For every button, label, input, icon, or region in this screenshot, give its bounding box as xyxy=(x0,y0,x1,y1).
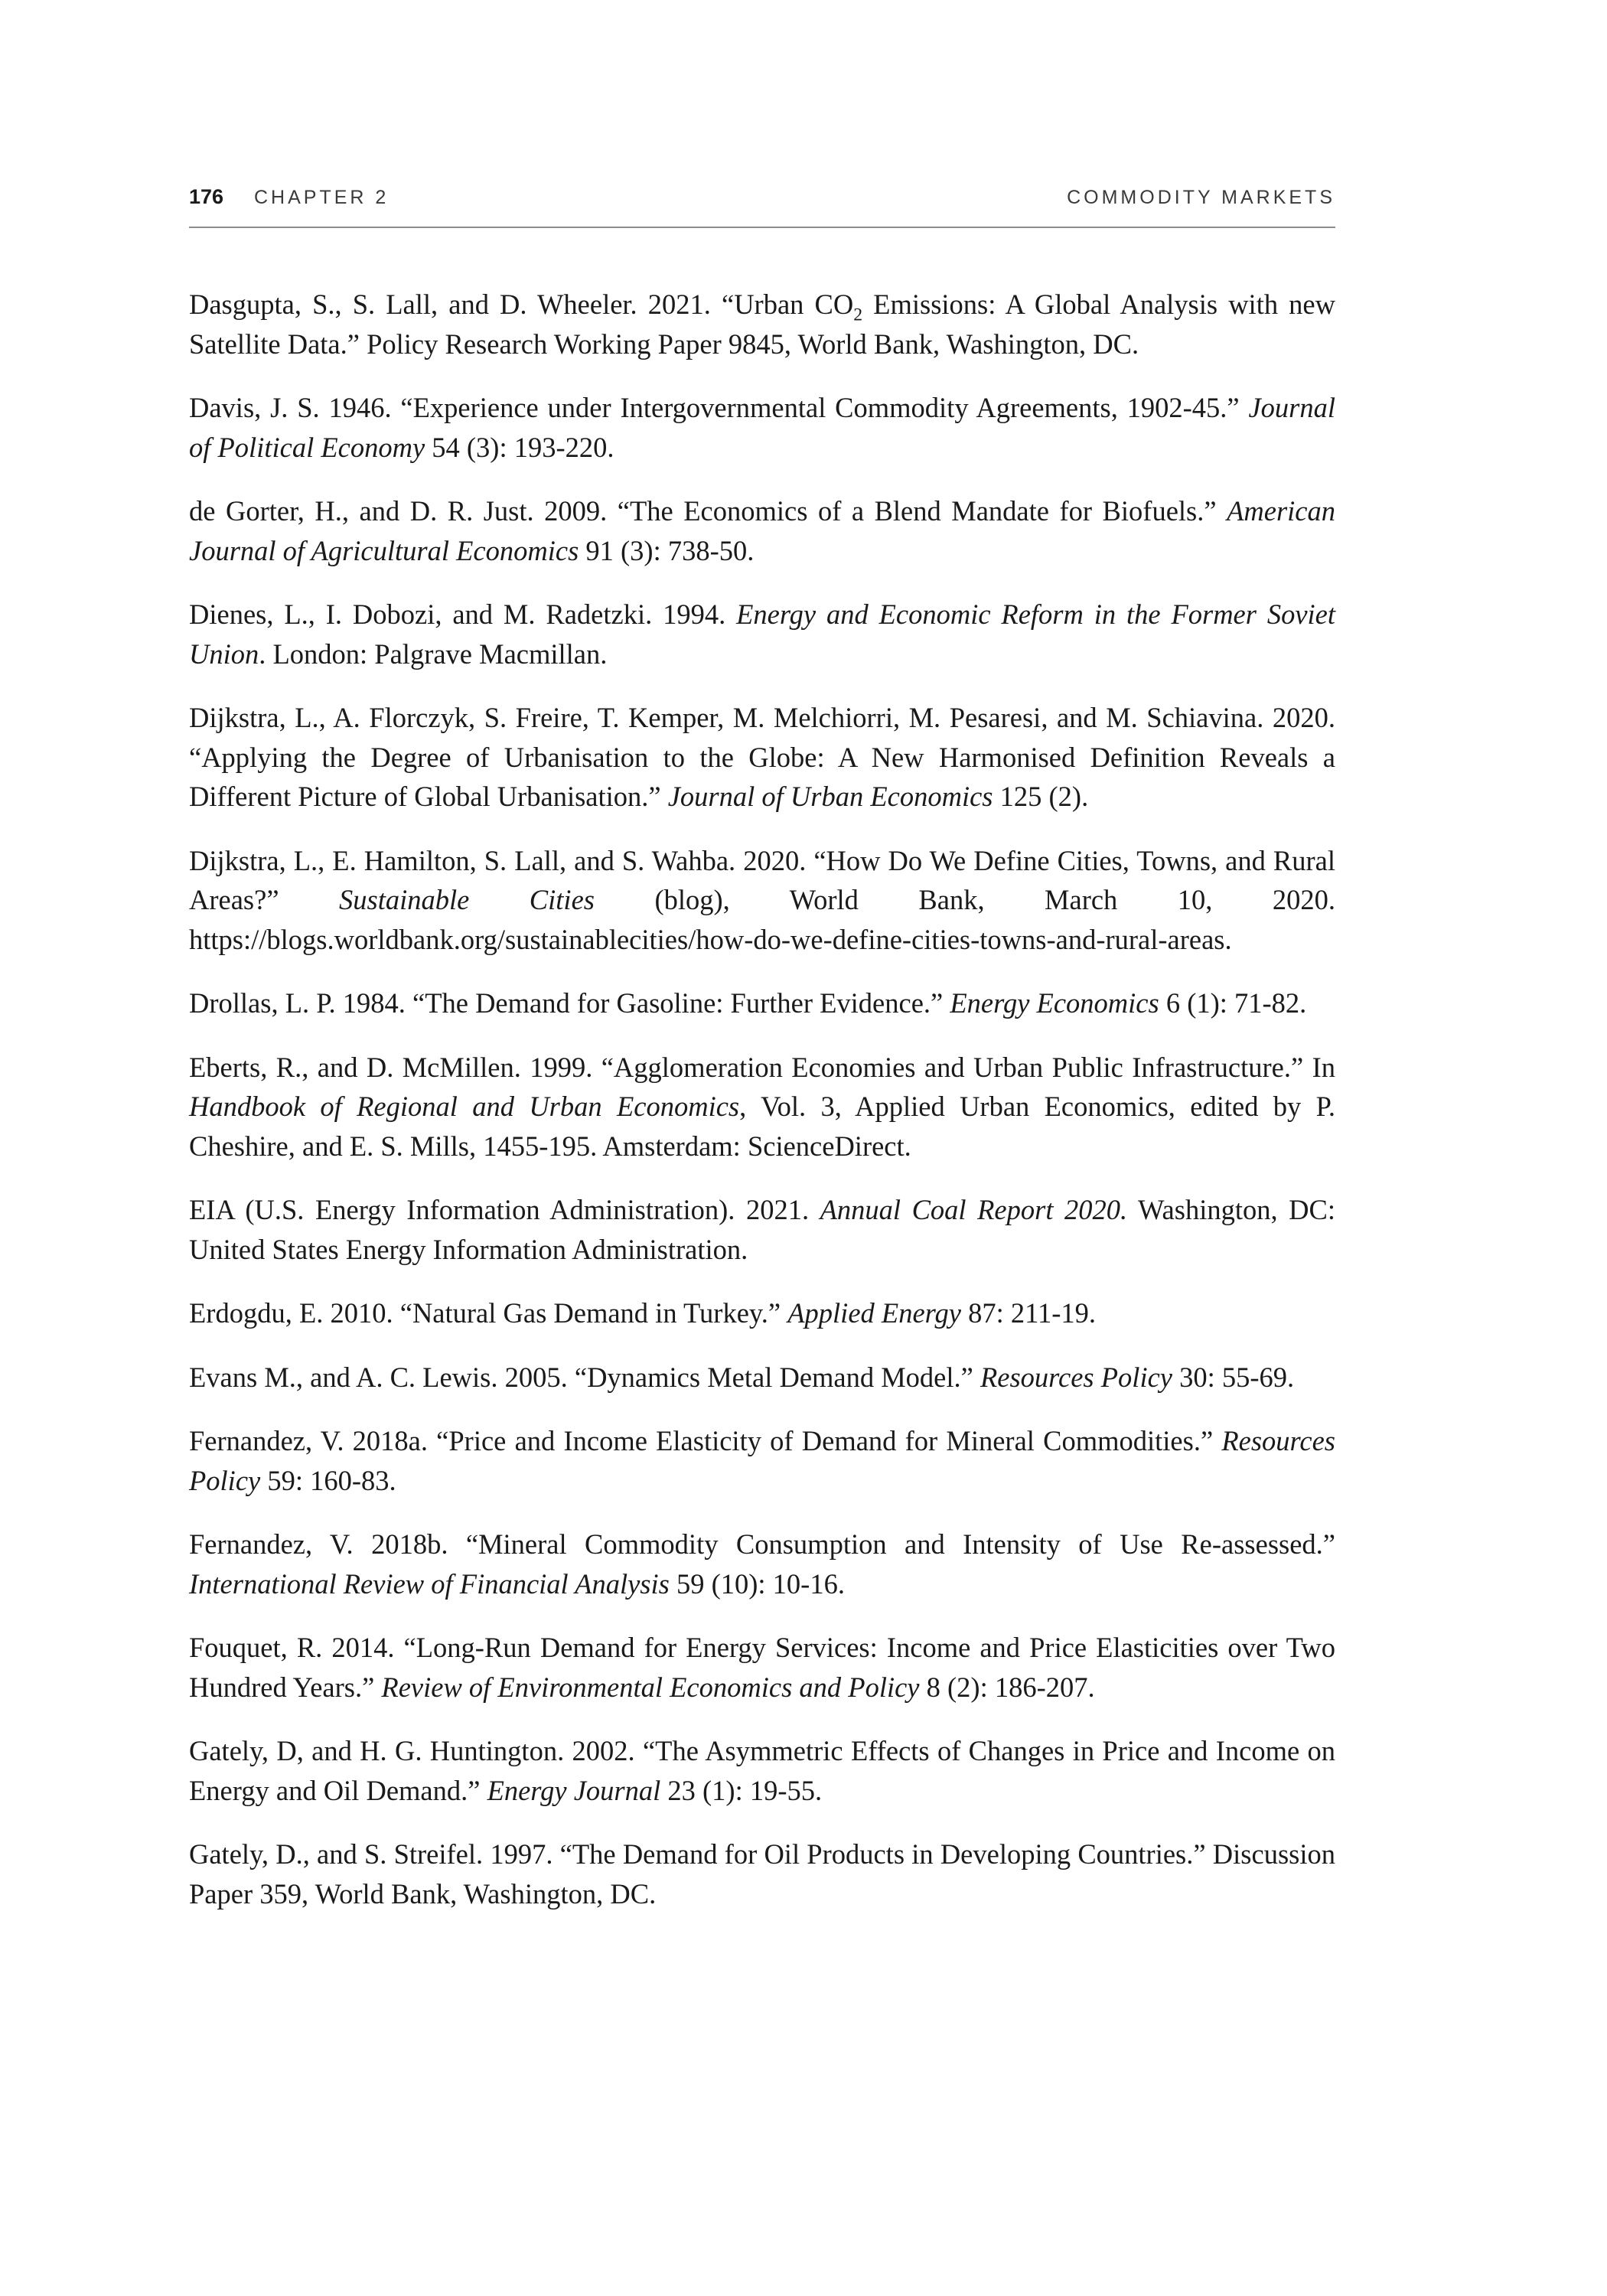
chapter-label: CHAPTER 2 xyxy=(254,187,390,208)
reference-list xyxy=(189,285,1335,1938)
reference-entry: Fouquet, R. 2014. “Long-Run Demand for Energy Services: Income and Price Elasticities over Two Hundred Years.” Review of Environmental Economics and Policy 8 (2): 186-207. xyxy=(189,1632,1335,1703)
reference-entry: Erdogdu, E. 2010. “Natural Gas Demand in Turkey.” Applied Energy 87: 211-19. xyxy=(189,1297,1097,1329)
reference-entry: Fernandez, V. 2018a. “Price and Income Elasticity of Demand for Mineral Commodities.” Resources Policy 59: 160-83. xyxy=(189,1425,1335,1496)
reference-entry: Drollas, L. P. 1984. “The Demand for Gasoline: Further Evidence.” Energy Economics 6 (1): 71-82. xyxy=(189,987,1307,1019)
reference-entry: Dienes, L., I. Dobozi, and M. Radetzki. 1994. Energy and Economic Reform in the Former Soviet Union. London: Palgrave Macmillan. xyxy=(189,598,1336,670)
reference-entry: Fernandez, V. 2018b. “Mineral Commodity Consumption and Intensity of Use Re-assessed.” International Review of Financial Analysis 59 (10): 10-16. xyxy=(189,1528,1335,1600)
page-header xyxy=(189,181,1335,228)
reference-entry: Gately, D., and S. Streifel. 1997. “The Demand for Oil Products in Developing Countries.” Discussion Paper 359, World Bank, Washington, DC. xyxy=(189,1838,1335,1910)
reference-entry: Davis, J. S. 1946. “Experience under Intergovernmental Commodity Agreements, 1902-45.” Journal of Political Economy 54 (3): 193-220. xyxy=(189,392,1335,463)
reference-entry: de Gorter, H., and D. R. Just. 2009. “The Economics of a Blend Mandate for Biofuels.” American Journal of Agricultural Economics 91 (3): 738-50. xyxy=(189,495,1335,566)
page-number: 176 xyxy=(189,185,224,208)
reference-entry: Gately, D, and H. G. Huntington. 2002. “The Asymmetric Effects of Changes in Price and Income on Energy and Oil Demand.” Energy Journal 23 (1): 19-55. xyxy=(189,1735,1335,1806)
reference-entry: Dasgupta, S., S. Lall, and D. Wheeler. 2021. “Urban $CO_2$ Emissions: A Global Analysis with new Satellite Data.” Policy Research Working Paper 9845, World Bank, Washington, DC. xyxy=(189,289,1335,360)
reference-entry: Evans M., and A. C. Lewis. 2005. “Dynamics Metal Demand Model.” Resources Policy 30: 55-69. xyxy=(189,1361,1295,1393)
section-label: COMMODITY MARKETS xyxy=(1067,187,1335,208)
reference-entry: Dijkstra, L., A. Florczyk, S. Freire, T. Kemper, M. Melchiorri, M. Pesaresi, and M. Schiavina. 2020. “Applying the Degree of Urbanisation to the Globe: A New Harmonised Definition Reveals a Different Picture of Global Urbanisation.” Journal of Urban Economics 125 (2). xyxy=(189,702,1335,812)
reference-entry: Eberts, R., and D. McMillen. 1999. “Agglomeration Economies and Urban Public Infrastructure.” In Handbook of Regional and Urban Economics, Vol. 3, Applied Urban Economics, edited by P. Cheshire, and E. S. Mills, 1455-195. Amsterdam: ScienceDirect. xyxy=(189,1051,1336,1162)
reference-entry: Dijkstra, L., E. Hamilton, S. Lall, and S. Wahba. 2020. “How Do We Define Cities, Towns, and Rural Areas?” Sustainable Cities (blog), World Bank, March 10, 2020. https://blogs.worldbank.org/sustainablecities/how-do-we-define-cities-towns-and-rural-areas. xyxy=(189,844,1336,955)
reference-entry: EIA (U.S. Energy Information Administration). 2021. Annual Coal Report 2020. Washington, DC: United States Energy Information Administration. xyxy=(189,1194,1336,1265)
